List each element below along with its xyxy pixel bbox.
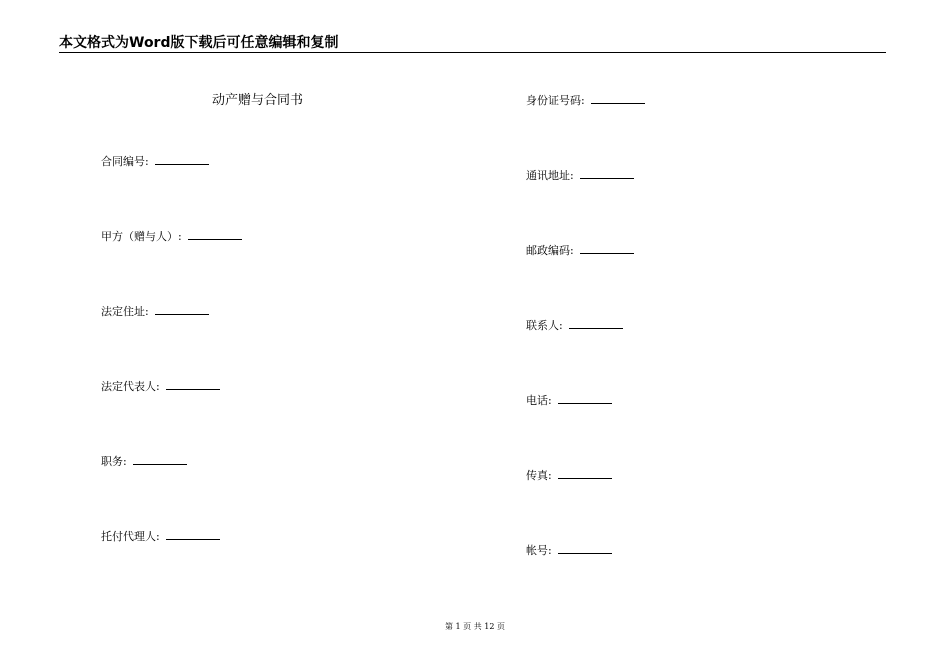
field-blank-line	[155, 154, 209, 165]
field-blank-line	[166, 379, 220, 390]
header-divider	[59, 52, 886, 53]
field-label: 法定代表人:	[101, 380, 160, 393]
field-blank-line	[558, 393, 612, 404]
field-label: 托付代理人:	[101, 530, 160, 543]
field-fax	[526, 468, 612, 482]
field-blank-line	[580, 243, 634, 254]
field-legal-representative	[101, 379, 220, 393]
document-title: 动产赠与合同书	[212, 93, 304, 108]
field-authorized-agent	[101, 529, 220, 543]
field-blank-line	[155, 304, 209, 315]
field-label: 职务:	[101, 455, 127, 468]
field-label: 法定住址:	[101, 305, 149, 318]
field-label: 通讯地址:	[526, 169, 574, 182]
field-id-number	[526, 93, 645, 107]
page-number: 第 1 页 共 12 页	[445, 622, 505, 631]
field-label: 合同编号:	[101, 155, 149, 168]
field-contact-person	[526, 318, 623, 332]
field-party-a	[101, 229, 242, 243]
field-blank-line	[558, 543, 612, 554]
field-blank-line	[188, 229, 242, 240]
field-label: 传真:	[526, 469, 552, 482]
field-contract-number	[101, 154, 209, 168]
field-blank-line	[558, 468, 612, 479]
field-blank-line	[591, 93, 645, 104]
field-account	[526, 543, 612, 557]
field-blank-line	[569, 318, 623, 329]
field-label: 联系人:	[526, 319, 563, 332]
field-mailing-address	[526, 168, 634, 182]
field-label: 甲方（赠与人）:	[101, 230, 182, 243]
field-blank-line	[166, 529, 220, 540]
field-blank-line	[580, 168, 634, 179]
field-label: 电话:	[526, 394, 552, 407]
header-title: 本文格式为Word版下载后可任意编辑和复制	[59, 35, 339, 51]
field-position	[101, 454, 187, 468]
field-legal-address	[101, 304, 209, 318]
field-label: 身份证号码:	[526, 94, 585, 107]
field-label: 邮政编码:	[526, 244, 574, 257]
field-label: 帐号:	[526, 544, 552, 557]
field-blank-line	[133, 454, 187, 465]
field-phone	[526, 393, 612, 407]
field-postal-code	[526, 243, 634, 257]
